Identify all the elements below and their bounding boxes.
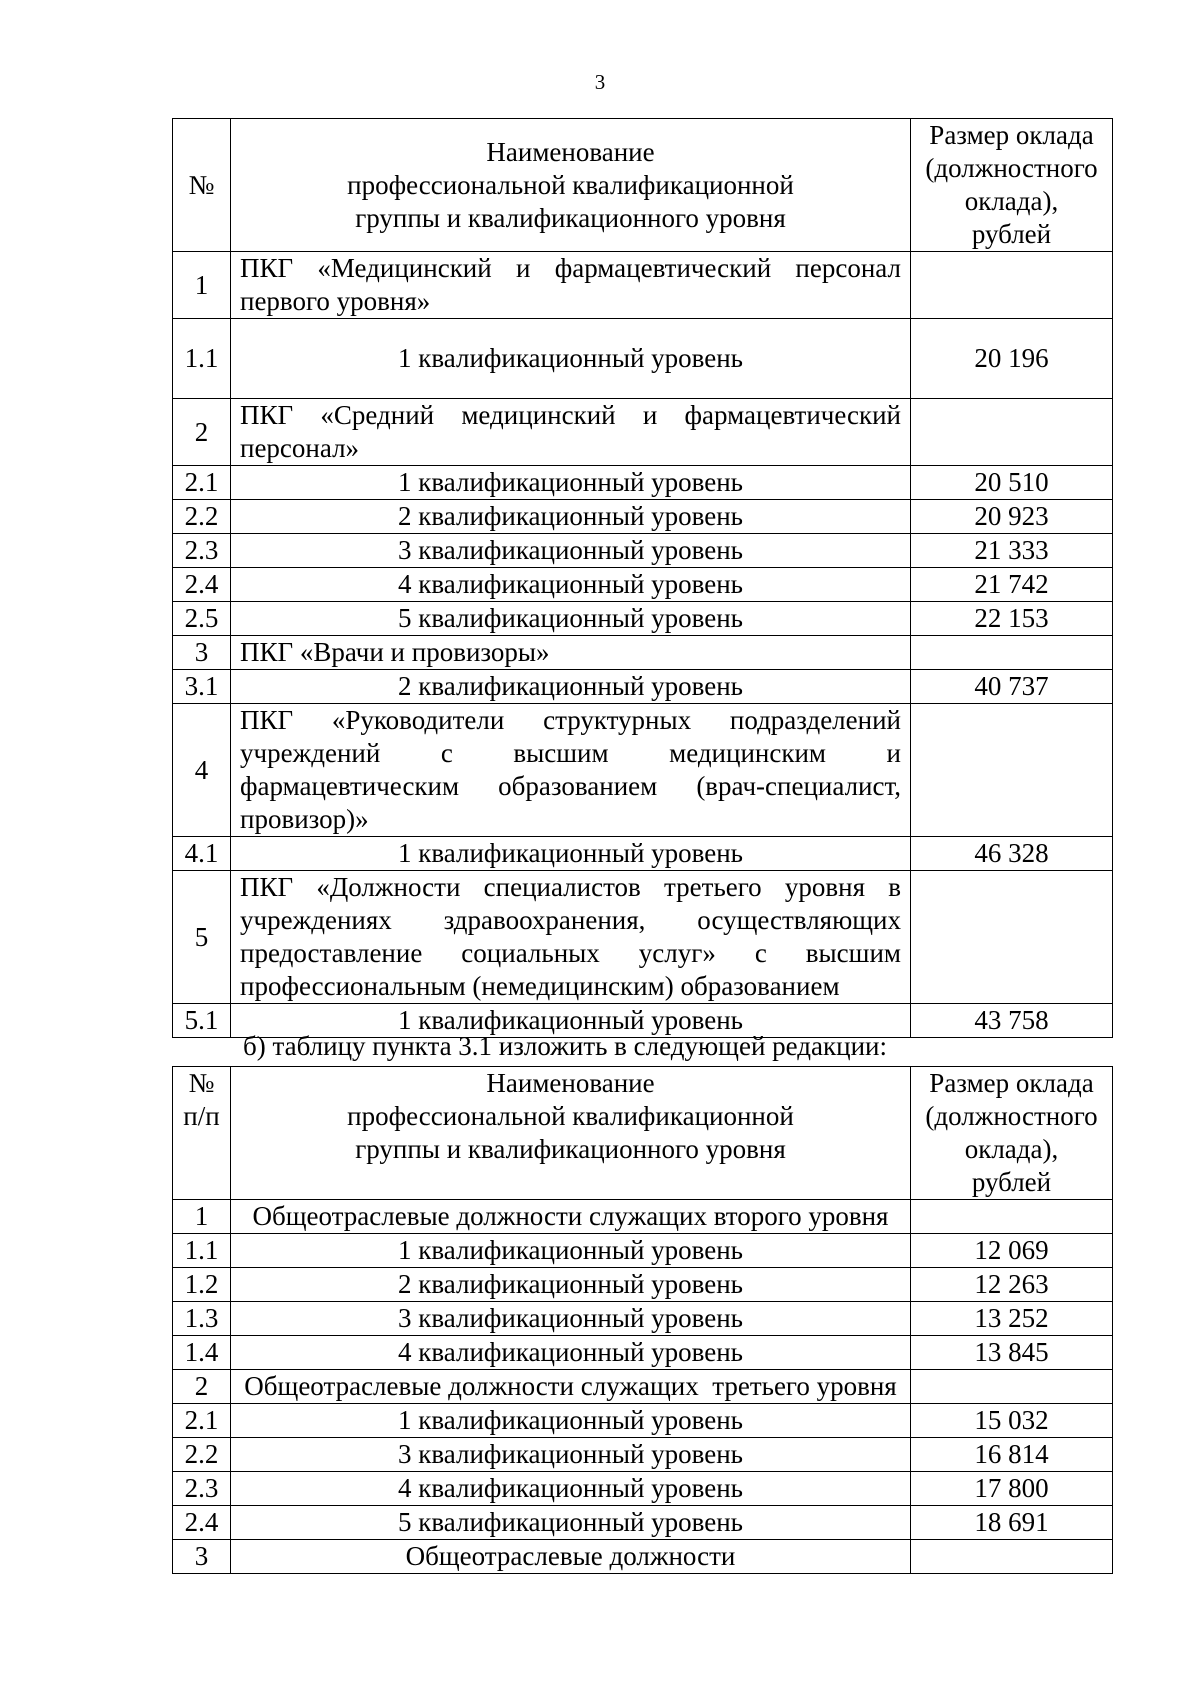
group-name: ПКГ «Руководители структурных подразделений учреждений с высшим медицинским и фармацевтическим образованием (врач-специалист, провизор)» xyxy=(231,704,911,837)
row-num: 2.3 xyxy=(173,534,231,568)
table-row xyxy=(173,1234,1113,1268)
level-name: 5 квалификационный уровень xyxy=(231,1506,911,1540)
table-row xyxy=(173,1302,1113,1336)
table-row xyxy=(173,500,1113,534)
header-name: Наименование профессиональной квалификационной группы и квалификационного уровня xyxy=(231,1067,911,1200)
level-name: 1 квалификационный уровень xyxy=(231,1234,911,1268)
row-salary: 46 328 xyxy=(911,837,1113,871)
row-num: 3 xyxy=(173,636,231,670)
row-salary: 12 263 xyxy=(911,1268,1113,1302)
group-row xyxy=(173,252,1113,319)
row-num: 1 xyxy=(173,252,231,319)
row-num: 2.4 xyxy=(173,568,231,602)
row-salary xyxy=(911,1200,1113,1234)
row-salary: 18 691 xyxy=(911,1506,1113,1540)
row-num: 1.3 xyxy=(173,1302,231,1336)
level-name: 1 квалификационный уровень xyxy=(231,319,911,399)
table-row xyxy=(173,534,1113,568)
level-name: 2 квалификационный уровень xyxy=(231,1268,911,1302)
header-num: № п/п xyxy=(173,1067,231,1200)
group-row xyxy=(173,636,1113,670)
table-row xyxy=(173,466,1113,500)
table-row xyxy=(173,602,1113,636)
row-num: 2 xyxy=(173,1370,231,1404)
row-salary: 22 153 xyxy=(911,602,1113,636)
group-name: ПКГ «Медицинский и фармацевтический персонал первого уровня» xyxy=(231,252,911,319)
row-salary xyxy=(911,399,1113,466)
row-salary: 20 510 xyxy=(911,466,1113,500)
row-num: 2.2 xyxy=(173,500,231,534)
group-name: ПКГ «Должности специалистов третьего уровня в учреждениях здравоохранения, осуществляющих предоставление социальных услуг» с высшим профессиональным (немедицинским) образованием xyxy=(231,871,911,1004)
amendment-paragraph: б) таблицу пункта 3.1 изложить в следующей редакции: xyxy=(243,1031,887,1061)
group-name: Общеотраслевые должности служащих третьего уровня xyxy=(231,1370,911,1404)
row-salary: 43 758 xyxy=(911,1004,1113,1038)
row-num: 2.4 xyxy=(173,1506,231,1540)
row-salary: 21 742 xyxy=(911,568,1113,602)
row-salary: 13 252 xyxy=(911,1302,1113,1336)
group-row xyxy=(173,871,1113,1004)
level-name: 2 квалификационный уровень xyxy=(231,670,911,704)
salary-table-2 xyxy=(172,1066,1113,1574)
row-salary: 20 196 xyxy=(911,319,1113,399)
row-num: 2 xyxy=(173,399,231,466)
row-salary xyxy=(911,1370,1113,1404)
row-num: 1.4 xyxy=(173,1336,231,1370)
level-name: 1 квалификационный уровень xyxy=(231,466,911,500)
level-name: 4 квалификационный уровень xyxy=(231,1336,911,1370)
table-row xyxy=(173,319,1113,399)
table-header-row xyxy=(173,119,1113,252)
row-salary: 17 800 xyxy=(911,1472,1113,1506)
group-name: Общеотраслевые должности xyxy=(231,1540,911,1574)
row-num: 2.5 xyxy=(173,602,231,636)
salary-table-1 xyxy=(172,118,1113,1038)
row-num: 1.1 xyxy=(173,1234,231,1268)
row-num: 2.1 xyxy=(173,1404,231,1438)
row-salary: 40 737 xyxy=(911,670,1113,704)
group-row xyxy=(173,1540,1113,1574)
group-name: ПКГ «Врачи и провизоры» xyxy=(231,636,911,670)
table-row xyxy=(173,1336,1113,1370)
row-num: 5.1 xyxy=(173,1004,231,1038)
level-name: 1 квалификационный уровень xyxy=(231,1004,911,1038)
row-num: 5 xyxy=(173,871,231,1004)
level-name: 5 квалификационный уровень xyxy=(231,602,911,636)
row-salary xyxy=(911,252,1113,319)
group-row xyxy=(173,1370,1113,1404)
level-name: 4 квалификационный уровень xyxy=(231,1472,911,1506)
group-row xyxy=(173,399,1113,466)
group-row xyxy=(173,704,1113,837)
row-salary xyxy=(911,871,1113,1004)
row-salary xyxy=(911,636,1113,670)
level-name: 3 квалификационный уровень xyxy=(231,1302,911,1336)
group-name: Общеотраслевые должности служащих второго уровня xyxy=(231,1200,911,1234)
row-num: 2.3 xyxy=(173,1472,231,1506)
header-name: Наименование профессиональной квалификационной группы и квалификационного уровня xyxy=(231,119,911,252)
level-name: 1 квалификационный уровень xyxy=(231,1404,911,1438)
row-num: 4.1 xyxy=(173,837,231,871)
level-name: 3 квалификационный уровень xyxy=(231,1438,911,1472)
row-salary: 16 814 xyxy=(911,1438,1113,1472)
table-row xyxy=(173,1438,1113,1472)
page-number: 3 xyxy=(594,70,606,94)
row-num: 4 xyxy=(173,704,231,837)
row-salary: 13 845 xyxy=(911,1336,1113,1370)
row-salary xyxy=(911,1540,1113,1574)
row-num: 2.2 xyxy=(173,1438,231,1472)
level-name: 2 квалификационный уровень xyxy=(231,500,911,534)
table-row xyxy=(173,1268,1113,1302)
row-salary xyxy=(911,704,1113,837)
row-num: 1.2 xyxy=(173,1268,231,1302)
level-name: 3 квалификационный уровень xyxy=(231,534,911,568)
row-salary: 21 333 xyxy=(911,534,1113,568)
table-row xyxy=(173,670,1113,704)
row-num: 1 xyxy=(173,1200,231,1234)
row-num: 1.1 xyxy=(173,319,231,399)
row-num: 2.1 xyxy=(173,466,231,500)
row-salary: 12 069 xyxy=(911,1234,1113,1268)
table-row xyxy=(173,1472,1113,1506)
table-row xyxy=(173,837,1113,871)
table-row xyxy=(173,1506,1113,1540)
level-name: 1 квалификационный уровень xyxy=(231,837,911,871)
header-salary: Размер оклада (должностного оклада), рублей xyxy=(911,119,1113,252)
table-row xyxy=(173,568,1113,602)
table-row xyxy=(173,1404,1113,1438)
group-row xyxy=(173,1200,1113,1234)
header-salary: Размер оклада (должностного оклада), рублей xyxy=(911,1067,1113,1200)
row-num: 3.1 xyxy=(173,670,231,704)
row-salary: 20 923 xyxy=(911,500,1113,534)
row-num: 3 xyxy=(173,1540,231,1574)
table-header-row xyxy=(173,1067,1113,1200)
row-salary: 15 032 xyxy=(911,1404,1113,1438)
level-name: 4 квалификационный уровень xyxy=(231,568,911,602)
header-num: № xyxy=(173,119,231,252)
group-name: ПКГ «Средний медицинский и фармацевтический персонал» xyxy=(231,399,911,466)
